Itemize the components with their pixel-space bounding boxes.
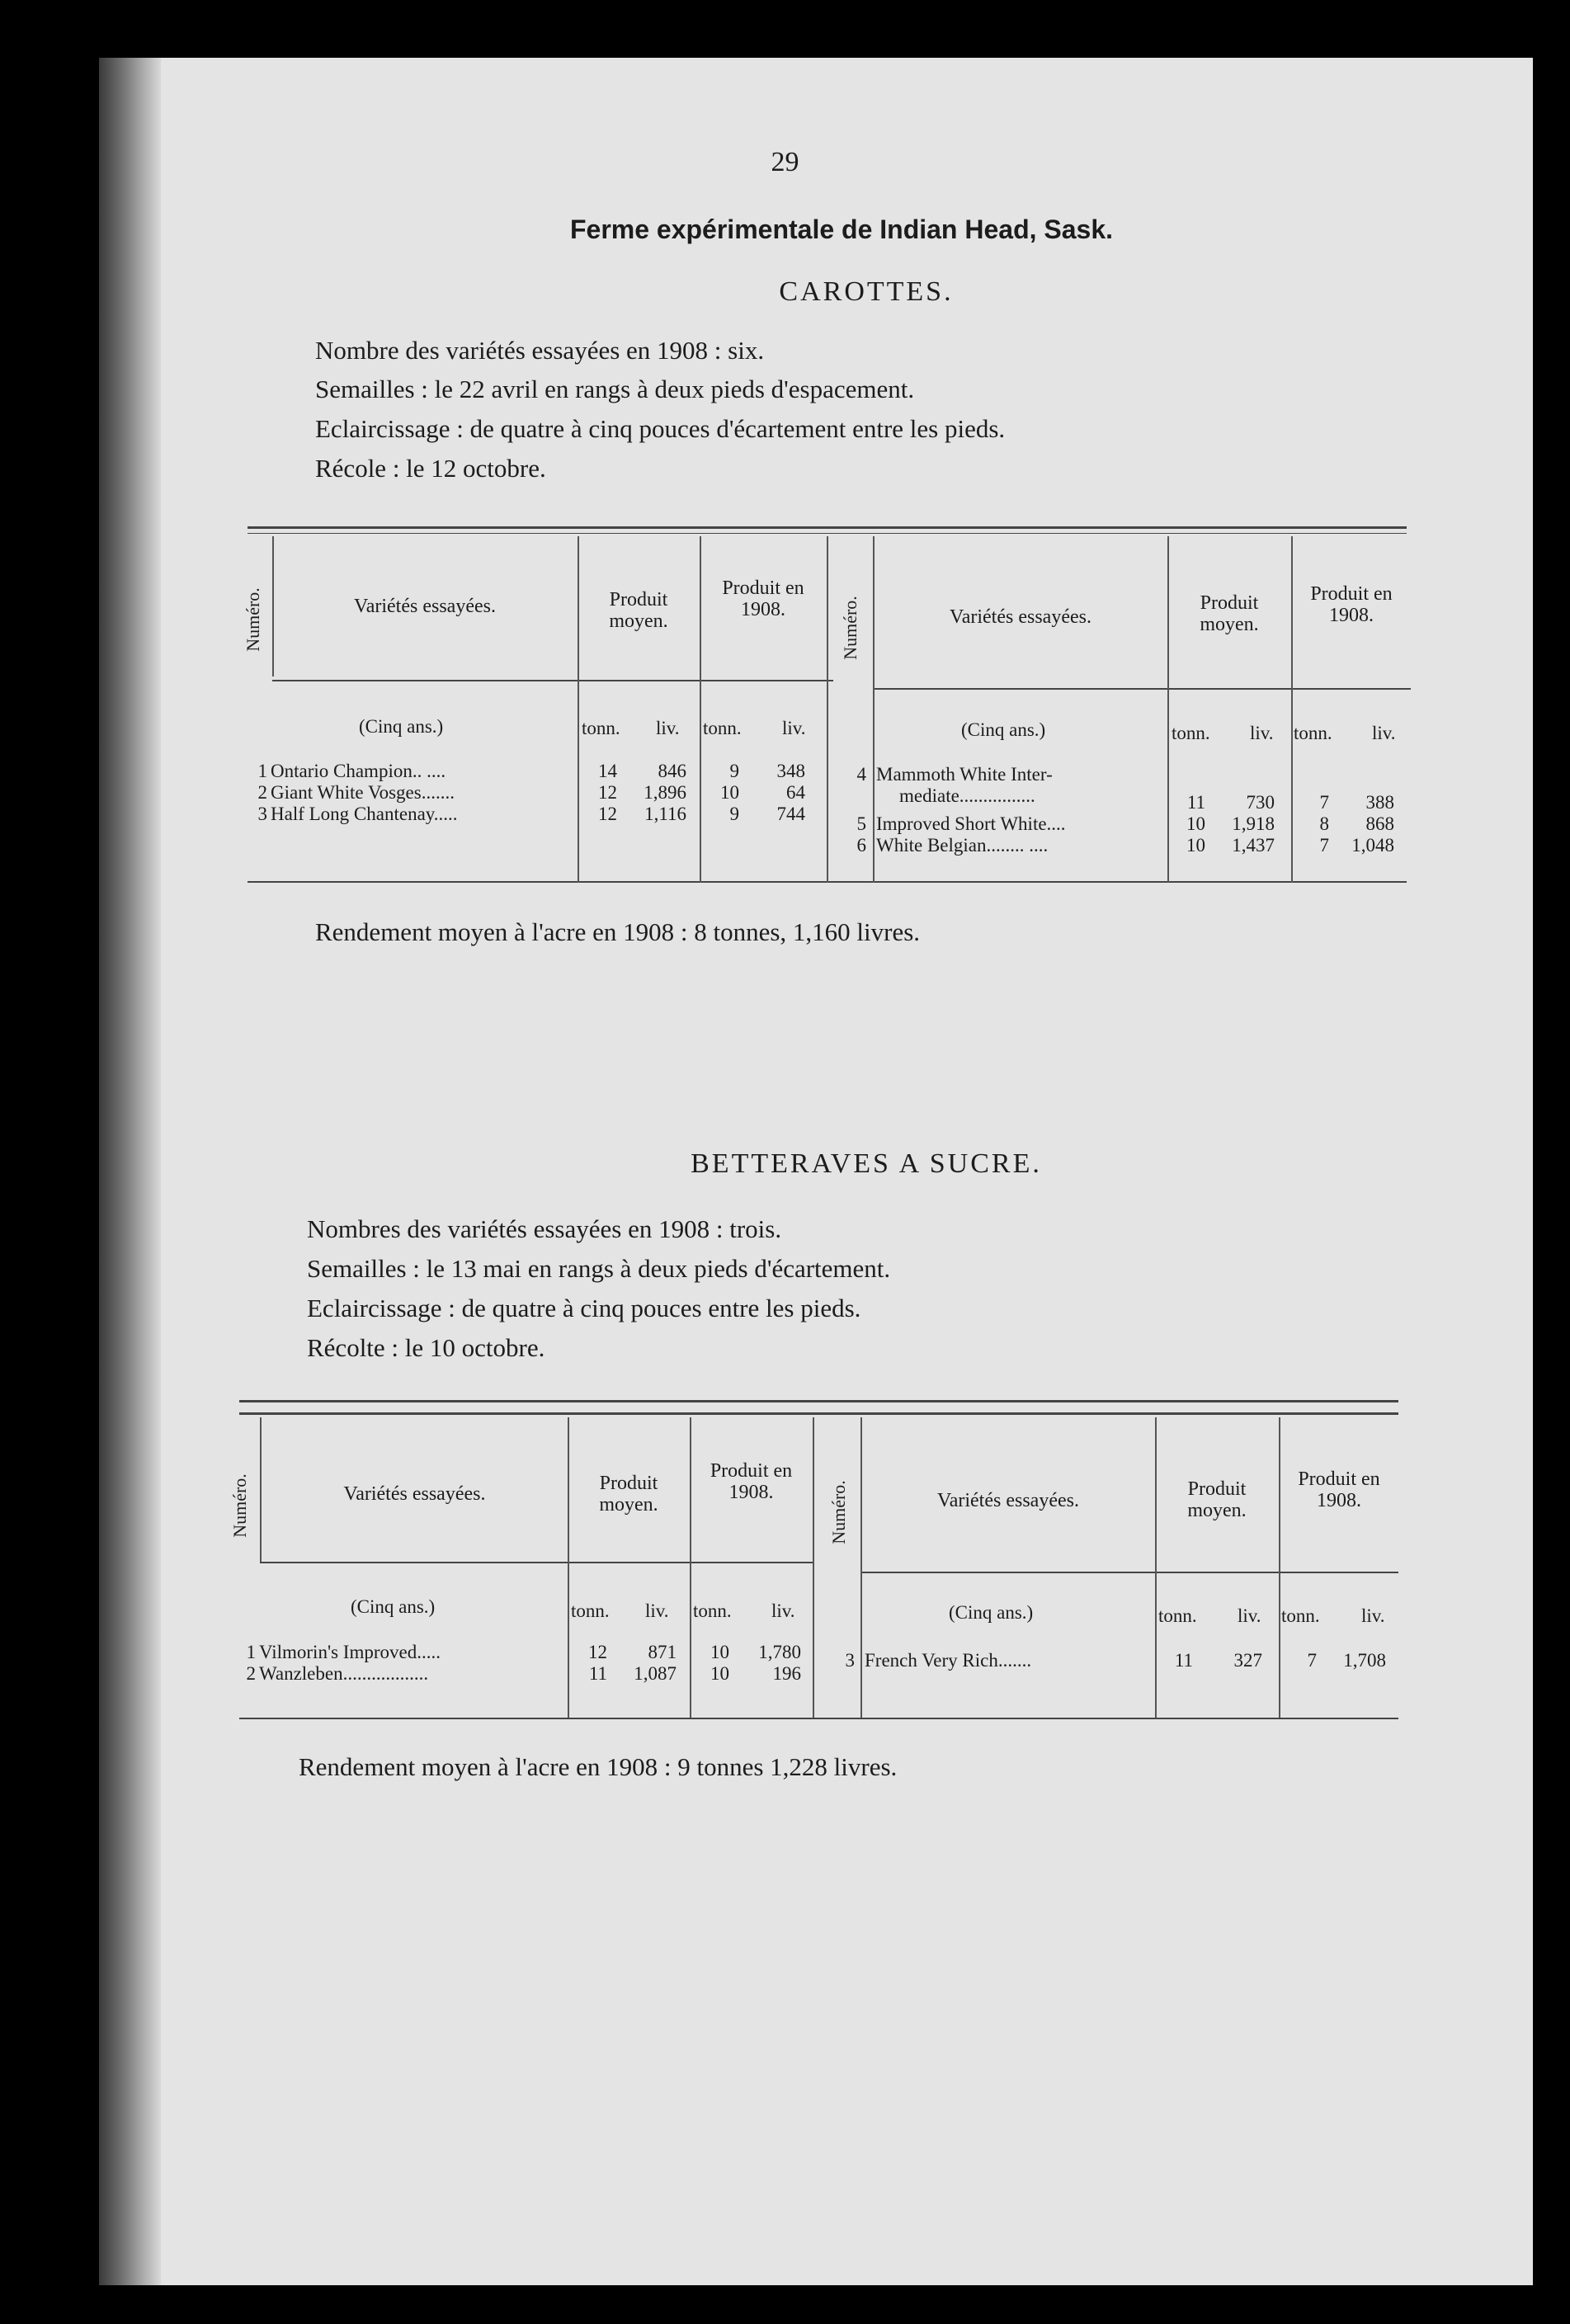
unit-tonn: tonn.: [1281, 1605, 1320, 1626]
moyen-liv: 1,896: [644, 782, 686, 803]
produit-tonn: 7: [1307, 1650, 1317, 1671]
produit-liv: 868: [1365, 813, 1394, 834]
moyen-liv: 846: [658, 761, 686, 781]
col-header-produit-moyen-2: Produit moyen.: [1200, 592, 1259, 635]
section-title-carottes: CAROTTES.: [779, 276, 954, 307]
unit-tonn: tonn.: [1172, 723, 1210, 743]
produit-tonn: 10: [710, 1663, 729, 1684]
moyen-liv: 1,087: [634, 1663, 677, 1684]
produit-liv: 1,780: [758, 1642, 801, 1662]
produit-tonn: 8: [1319, 813, 1329, 834]
produit-liv: 64: [786, 782, 805, 803]
carottes-line-1: Nombre des variétés essayées en 1908 : six.: [315, 336, 765, 365]
row-number: 2: [246, 1663, 256, 1684]
produit-tonn: 7: [1319, 792, 1329, 813]
col-header-numero-2: Numéro.: [827, 1480, 849, 1544]
carottes-rendement: Rendement moyen à l'acre en 1908 : 8 tonnes, 1,160 livres.: [315, 917, 921, 946]
unit-liv: liv.: [782, 718, 806, 738]
betteraves-line-4: Récolte : le 10 octobre.: [307, 1333, 545, 1362]
carottes-line-3: Eclaircissage : de quatre à cinq pouces d'écartement entre les pieds.: [315, 414, 1006, 443]
produit-liv: 388: [1365, 792, 1394, 813]
col-header-varietes-2: Variétés essayées.: [950, 606, 1091, 628]
row-number: 5: [856, 813, 866, 834]
produit-tonn: 7: [1319, 835, 1329, 856]
col-header-produit-1908: Produit en 1908.: [710, 1460, 793, 1503]
unit-tonn: tonn.: [1158, 1605, 1197, 1626]
variety-name: French Very Rich.......: [865, 1650, 1032, 1671]
col-header-produit-1908-2: Produit en 1908.: [1298, 1468, 1380, 1511]
section-title-betteraves: BETTERAVES A SUCRE.: [691, 1148, 1042, 1179]
variety-name: Giant White Vosges.......: [271, 782, 455, 803]
variety-name: Mammoth White Inter-: [876, 764, 1053, 785]
produit-tonn: 10: [710, 1642, 729, 1662]
produit-tonn: 9: [729, 761, 739, 781]
variety-name: Half Long Chantenay.....: [271, 804, 458, 824]
row-number: 4: [856, 764, 866, 785]
produit-liv: 196: [772, 1663, 801, 1684]
produit-tonn: 9: [729, 804, 739, 824]
col-header-numero: Numéro.: [229, 1473, 250, 1538]
col-header-varietes: Variétés essayées.: [354, 596, 496, 617]
betteraves-rendement: Rendement moyen à l'acre en 1908 : 9 tonnes 1,228 livres.: [299, 1752, 898, 1781]
unit-tonn: tonn.: [703, 718, 742, 738]
moyen-tonn: 12: [588, 1642, 607, 1662]
cinq-ans-label-2: (Cinq ans.): [961, 719, 1046, 740]
row-number: 3: [257, 804, 267, 824]
moyen-tonn: 14: [598, 761, 617, 781]
produit-liv: 348: [776, 761, 805, 781]
unit-liv: liv.: [645, 1600, 669, 1621]
row-number: 6: [856, 835, 866, 856]
moyen-tonn: 11: [1174, 1650, 1193, 1671]
moyen-liv: 1,116: [644, 804, 686, 824]
moyen-liv: 1,918: [1232, 813, 1275, 834]
col-header-numero: Numéro.: [242, 587, 263, 652]
variety-name: White Belgian........ ....: [876, 835, 1049, 856]
unit-liv: liv.: [1372, 723, 1396, 743]
produit-liv: 1,048: [1351, 835, 1394, 856]
produit-tonn: 10: [720, 782, 739, 803]
moyen-liv: 327: [1233, 1650, 1262, 1671]
betteraves-line-2: Semailles : le 13 mai en rangs à deux pieds d'écartement.: [307, 1254, 891, 1283]
carottes-line-4: Récole : le 12 octobre.: [315, 454, 546, 483]
unit-liv: liv.: [1250, 723, 1274, 743]
unit-tonn: tonn.: [693, 1600, 732, 1621]
carottes-line-2: Semailles : le 22 avril en rangs à deux pieds d'espacement.: [315, 375, 915, 403]
moyen-liv: 730: [1246, 792, 1275, 813]
moyen-liv: 871: [648, 1642, 677, 1662]
betteraves-line-1: Nombres des variétés essayées en 1908 : trois.: [307, 1214, 782, 1243]
page-heading: Ferme expérimentale de Indian Head, Sask.: [569, 214, 1114, 244]
moyen-tonn: 11: [1186, 792, 1205, 813]
moyen-tonn: 12: [598, 804, 617, 824]
cinq-ans-label: (Cinq ans.): [359, 716, 444, 737]
col-header-varietes-2: Variétés essayées.: [937, 1490, 1079, 1511]
col-header-produit-1908: Produit en 1908.: [722, 577, 804, 620]
row-number: 1: [246, 1642, 256, 1662]
col-header-produit-moyen: Produit moyen.: [599, 1473, 658, 1516]
unit-liv: liv.: [771, 1600, 795, 1621]
col-header-varietes: Variétés essayées.: [343, 1483, 486, 1505]
produit-liv: 744: [776, 804, 805, 824]
page-number: 29: [771, 147, 799, 177]
produit-liv: 1,708: [1343, 1650, 1386, 1671]
moyen-tonn: 10: [1186, 813, 1205, 834]
moyen-liv: 1,437: [1232, 835, 1275, 856]
variety-name: Wanzleben..................: [259, 1663, 429, 1684]
row-number: 2: [257, 782, 267, 803]
col-header-produit-1908-2: Produit en 1908.: [1310, 583, 1393, 626]
moyen-tonn: 10: [1186, 835, 1205, 856]
col-header-produit-moyen-2: Produit moyen.: [1187, 1478, 1247, 1521]
variety-name-continued: mediate................: [899, 785, 1035, 806]
unit-tonn: tonn.: [582, 718, 620, 738]
variety-name: Vilmorin's Improved.....: [259, 1642, 441, 1662]
variety-name: Ontario Champion.. ....: [271, 761, 446, 781]
moyen-tonn: 12: [598, 782, 617, 803]
col-header-produit-moyen: Produit moyen.: [609, 589, 668, 632]
row-number: 1: [257, 761, 267, 781]
col-header-numero-2: Numéro.: [839, 596, 860, 660]
betteraves-line-3: Eclaircissage : de quatre à cinq pouces entre les pieds.: [307, 1294, 861, 1322]
row-number: 3: [845, 1650, 855, 1671]
cinq-ans-label: (Cinq ans.): [351, 1596, 436, 1617]
unit-tonn: tonn.: [571, 1600, 610, 1621]
unit-liv: liv.: [1238, 1605, 1261, 1626]
unit-liv: liv.: [1361, 1605, 1385, 1626]
variety-name: Improved Short White....: [876, 813, 1066, 834]
unit-liv: liv.: [656, 718, 680, 738]
moyen-tonn: 11: [588, 1663, 607, 1684]
cinq-ans-label-2: (Cinq ans.): [949, 1602, 1034, 1623]
unit-tonn: tonn.: [1294, 723, 1332, 743]
